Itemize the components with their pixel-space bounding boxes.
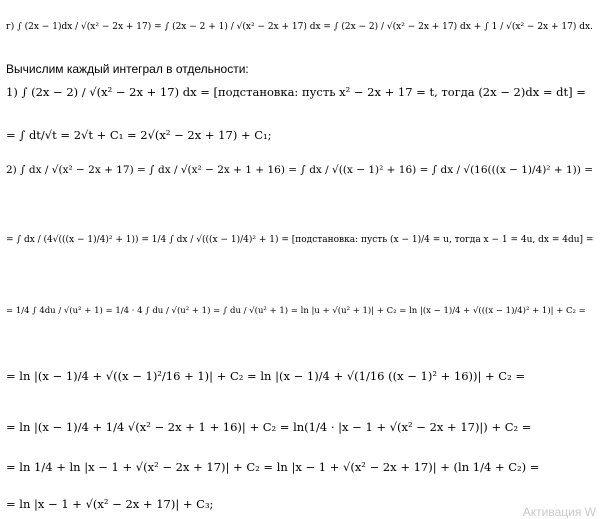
formula-line-4: 2) ∫ dx / √(x² − 2x + 17) = ∫ dx / √(x² − 2x + 1 + 16) = ∫ dx / √((x − 1)² + 16) = ∫ dx / √(16(((x − 1)/4)² + 1)) = [6, 164, 594, 176]
formula-line-10: = ln |x − 1 + √(x² − 2x + 17)| + C₃; [6, 497, 214, 511]
formula-line-8: = ln |(x − 1)/4 + 1/4 √(x² − 2x + 1 + 16)| + C₂ = ln(1/4 · |x − 1 + √(x² − 2x + 17)|) + C₂ = [6, 420, 532, 434]
formula-line-1: г) ∫ (2x − 1)dx / √(x² − 2x + 17) = ∫ (2x − 2 + 1) / √(x² − 2x + 17) dx = ∫ (2x − 2) / √(x² − 2x + 17) dx + ∫ 1 / √(x² − 2x + 17) dx. [6, 22, 593, 32]
formula-line-9: = ln 1/4 + ln |x − 1 + √(x² − 2x + 17)| + C₂ = ln |x − 1 + √(x² − 2x + 17)| + (ln 1/4 + C₂) = [6, 460, 540, 474]
watermark-text: Активация W [522, 505, 596, 519]
formula-line-5: = ∫ dx / (4√(((x − 1)/4)² + 1)) = 1/4 ∫ dx / √(((x − 1)/4)² + 1) = [подстановка: пусть (x − 1)/4 = u, тогда x − 1 = 4u, dx = 4du] = [6, 235, 594, 245]
section-heading: Вычислим каждый интеграл в отдельности: [6, 62, 249, 76]
formula-line-7: = ln |(x − 1)/4 + √((x − 1)²/16 + 1)| + C₂ = ln |(x − 1)/4 + √(1/16 ((x − 1)² + 16))| + C₂ = [6, 369, 526, 383]
formula-line-6: = 1/4 ∫ 4du / √(u² + 1) = 1/4 · 4 ∫ du / √(u² + 1) = ∫ du / √(u² + 1) = ln |u + √(u² + 1)| + C₂ = ln |(x − 1)/4 + √(((x − 1)/4)² + 1)| + C₂ = [6, 306, 586, 316]
formula-line-2: 1) ∫ (2x − 2) / √(x² − 2x + 17) dx = [подстановка: пусть x² − 2x + 17 = t, тогда (2x − 2)dx = dt] = [6, 85, 586, 99]
formula-line-3: = ∫ dt/√t = 2√t + C₁ = 2√(x² − 2x + 17) + C₁; [6, 128, 272, 142]
